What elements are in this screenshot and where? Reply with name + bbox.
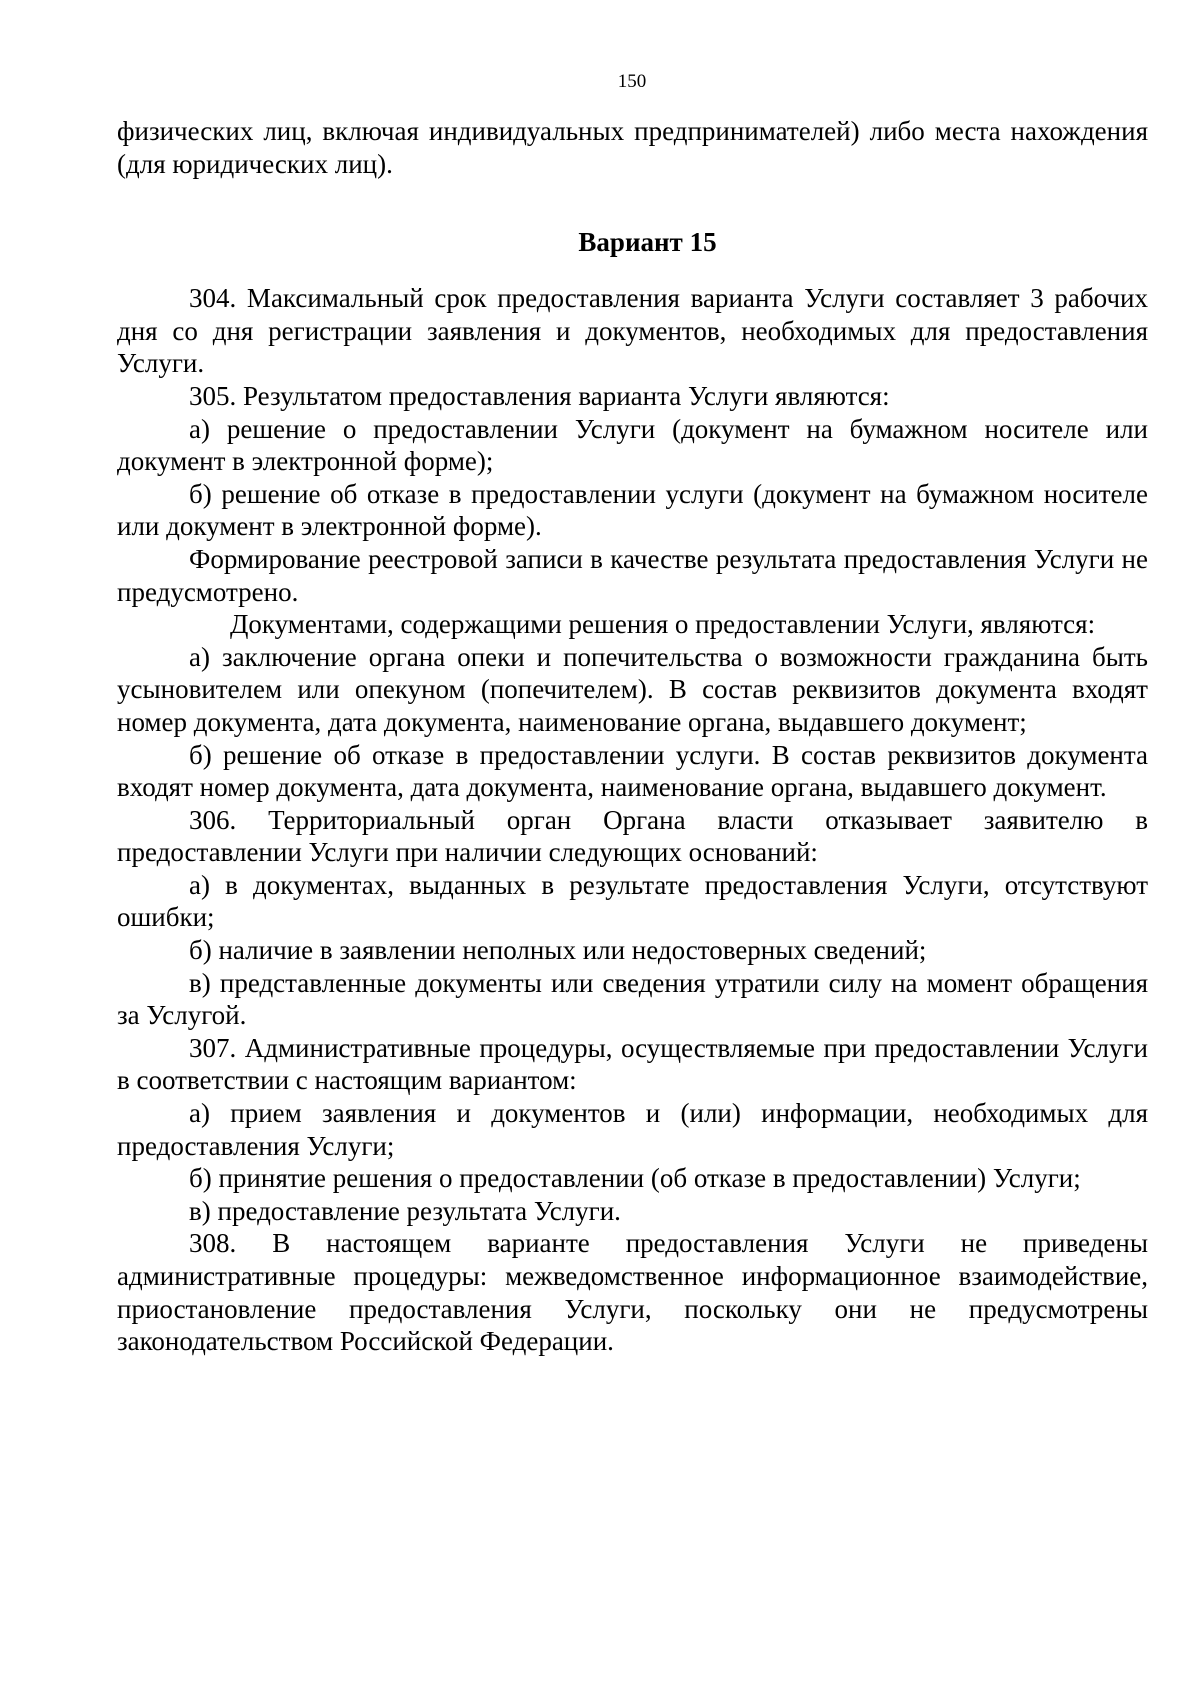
clause-304: 304. Максимальный срок предоставления варианта Услуги составляет 3 рабочих дня со дня регистрации заявления и документов, необходимых для предоставления Услуги.	[117, 283, 1148, 379]
document-body	[117, 115, 1148, 1358]
decision-documents-item-b: б) решение об отказе в предоставлении услуги. В состав реквизитов документа входят номер документа, дата документа, наименование органа, выдавшего документ.	[117, 739, 1148, 803]
clause-306-item-c: в) представленные документы или сведения утратили силу на момент обращения за Услугой.	[117, 967, 1148, 1031]
section-heading: Вариант 15	[578, 227, 717, 258]
decision-documents-intro: Документами, содержащими решения о предоставлении Услуги, являются:	[230, 609, 1096, 640]
clause-305-item-a: а) решение о предоставлении Услуги (документ на бумажном носителе или документ в электронной форме);	[117, 413, 1148, 477]
page-number: 150	[617, 71, 647, 92]
clause-307: 307. Административные процедуры, осуществляемые при предоставлении Услуги в соответствии с настоящим вариантом:	[117, 1032, 1148, 1096]
clause-306-item-b: б) наличие в заявлении неполных или недостоверных сведений;	[189, 935, 927, 966]
decision-documents-item-a: а) заключение органа опеки и попечительства о возможности гражданина быть усыновителем или опекуном (попечителем). В состав реквизитов документа входят номер документа, дата документа, наименование органа, выдавшего документ;	[117, 641, 1148, 737]
clause-305-item-b: б) решение об отказе в предоставлении услуги (документ на бумажном носителе или документ в электронной форме).	[117, 478, 1148, 542]
clause-306-item-a: а) в документах, выданных в результате предоставления Услуги, отсутствуют ошибки;	[117, 869, 1148, 933]
clause-307-item-c: в) предоставление результата Услуги.	[189, 1195, 621, 1226]
clause-307-item-b: б) принятие решения о предоставлении (об отказе в предоставлении) Услуги;	[189, 1163, 1081, 1194]
clause-306: 306. Территориальный орган Органа власти отказывает заявителю в предоставлении Услуги при наличии следующих оснований:	[117, 804, 1148, 868]
clause-307-item-a: а) прием заявления и документов и (или) информации, необходимых для предоставления Услуги;	[117, 1098, 1148, 1161]
registry-record-note: Формирование реестровой записи в качестве результата предоставления Услуги не предусмотрено.	[117, 543, 1148, 607]
clause-308: 308. В настоящем варианте предоставления Услуги не приведены административные процедуры: межведомственное информационное взаимодействие, приостановление предоставления Услуги, поскольку они не предусмотрены законодательством Российской Федерации.	[117, 1228, 1148, 1357]
clause-305: 305. Результатом предоставления варианта Услуги являются:	[189, 380, 890, 411]
paragraph-continuation: физических лиц, включая индивидуальных предпринимателей) либо места нахождения (для юридических лиц).	[117, 116, 1148, 179]
